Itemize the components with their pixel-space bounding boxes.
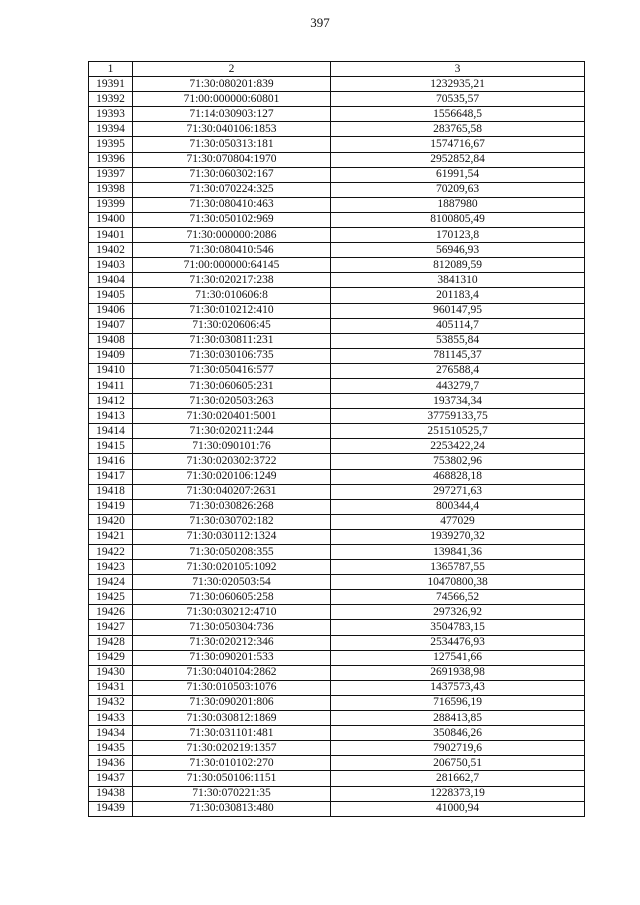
value-cell: 2691938,98 bbox=[331, 665, 585, 680]
cadastral-number-cell: 71:30:030112:1324 bbox=[133, 529, 331, 544]
row-number-cell: 19435 bbox=[89, 741, 133, 756]
row-number-cell: 19411 bbox=[89, 378, 133, 393]
table-row bbox=[89, 92, 585, 107]
cadastral-number-cell: 71:30:020503:54 bbox=[133, 575, 331, 590]
row-number-cell: 19400 bbox=[89, 212, 133, 227]
cadastral-number-cell: 71:30:090201:806 bbox=[133, 695, 331, 710]
row-number-cell: 19436 bbox=[89, 756, 133, 771]
cadastral-number-cell: 71:30:010503:1076 bbox=[133, 680, 331, 695]
row-number-cell: 19401 bbox=[89, 228, 133, 243]
row-number-cell: 19419 bbox=[89, 499, 133, 514]
table-row bbox=[89, 439, 585, 454]
page-number: 397 bbox=[310, 15, 330, 30]
value-cell: 56946,93 bbox=[331, 243, 585, 258]
cadastral-number-cell: 71:30:040106:1853 bbox=[133, 122, 331, 137]
cadastral-number-cell: 71:30:050208:355 bbox=[133, 545, 331, 560]
value-cell: 10470800,38 bbox=[331, 575, 585, 590]
table-row bbox=[89, 258, 585, 273]
row-number-cell: 19404 bbox=[89, 273, 133, 288]
row-number-cell: 19402 bbox=[89, 243, 133, 258]
table-row bbox=[89, 318, 585, 333]
value-cell: 8100805,49 bbox=[331, 212, 585, 227]
value-cell: 53855,84 bbox=[331, 333, 585, 348]
value-cell: 7902719,6 bbox=[331, 741, 585, 756]
row-number-cell: 19409 bbox=[89, 348, 133, 363]
value-cell: 127541,66 bbox=[331, 650, 585, 665]
table-row bbox=[89, 499, 585, 514]
row-number-cell: 19413 bbox=[89, 409, 133, 424]
row-number-cell: 19394 bbox=[89, 122, 133, 137]
table-row bbox=[89, 454, 585, 469]
table-row bbox=[89, 726, 585, 741]
cadastral-number-cell: 71:30:031101:481 bbox=[133, 726, 331, 741]
table-row bbox=[89, 545, 585, 560]
row-number-cell: 19391 bbox=[89, 77, 133, 92]
cadastral-number-cell: 71:30:010102:270 bbox=[133, 756, 331, 771]
cadastral-number-cell: 71:30:080410:546 bbox=[133, 243, 331, 258]
table-row bbox=[89, 469, 585, 484]
row-number-cell: 19433 bbox=[89, 711, 133, 726]
cadastral-number-cell: 71:30:010606:8 bbox=[133, 288, 331, 303]
row-number-cell: 19428 bbox=[89, 635, 133, 650]
value-cell: 1556648,5 bbox=[331, 107, 585, 122]
value-cell: 716596,19 bbox=[331, 695, 585, 710]
value-cell: 2952852,84 bbox=[331, 152, 585, 167]
table-row bbox=[89, 560, 585, 575]
table-row bbox=[89, 212, 585, 227]
value-cell: 1228373,19 bbox=[331, 786, 585, 801]
row-number-cell: 19422 bbox=[89, 545, 133, 560]
row-number-cell: 19395 bbox=[89, 137, 133, 152]
row-number-cell: 19414 bbox=[89, 424, 133, 439]
cadastral-number-cell: 71:30:050304:736 bbox=[133, 620, 331, 635]
row-number-cell: 19425 bbox=[89, 590, 133, 605]
value-cell: 206750,51 bbox=[331, 756, 585, 771]
row-number-cell: 19403 bbox=[89, 258, 133, 273]
cadastral-number-cell: 71:30:010212:410 bbox=[133, 303, 331, 318]
row-number-cell: 19434 bbox=[89, 726, 133, 741]
row-number-cell: 19431 bbox=[89, 680, 133, 695]
table-row bbox=[89, 424, 585, 439]
value-cell: 297326,92 bbox=[331, 605, 585, 620]
cadastral-number-cell: 71:30:020211:244 bbox=[133, 424, 331, 439]
value-cell: 70209,63 bbox=[331, 182, 585, 197]
row-number-cell: 19430 bbox=[89, 665, 133, 680]
table-row bbox=[89, 378, 585, 393]
row-number-cell: 19407 bbox=[89, 318, 133, 333]
table-row bbox=[89, 695, 585, 710]
value-cell: 753802,96 bbox=[331, 454, 585, 469]
value-cell: 1887980 bbox=[331, 197, 585, 212]
table-row bbox=[89, 348, 585, 363]
cadastral-number-cell: 71:30:020217:238 bbox=[133, 273, 331, 288]
table-row bbox=[89, 786, 585, 801]
table-row bbox=[89, 243, 585, 258]
cadastral-number-cell: 71:30:060302:167 bbox=[133, 167, 331, 182]
cadastral-number-cell: 71:00:000000:64145 bbox=[133, 258, 331, 273]
value-cell: 283765,58 bbox=[331, 122, 585, 137]
cadastral-number-cell: 71:30:080410:463 bbox=[133, 197, 331, 212]
cadastral-number-cell: 71:30:020401:5001 bbox=[133, 409, 331, 424]
table-row bbox=[89, 650, 585, 665]
value-cell: 251510525,7 bbox=[331, 424, 585, 439]
table-row bbox=[89, 590, 585, 605]
table-row bbox=[89, 575, 585, 590]
value-cell: 139841,36 bbox=[331, 545, 585, 560]
cadastral-number-cell: 71:30:020212:346 bbox=[133, 635, 331, 650]
cadastral-number-cell: 71:30:040207:2631 bbox=[133, 484, 331, 499]
row-number-cell: 19397 bbox=[89, 167, 133, 182]
value-cell: 1574716,67 bbox=[331, 137, 585, 152]
row-number-cell: 19421 bbox=[89, 529, 133, 544]
cadastral-number-cell: 71:30:050106:1151 bbox=[133, 771, 331, 786]
table-row bbox=[89, 273, 585, 288]
cadastral-number-cell: 71:30:020503:263 bbox=[133, 394, 331, 409]
value-cell: 350846,26 bbox=[331, 726, 585, 741]
cadastral-number-cell: 71:30:030813:480 bbox=[133, 801, 331, 816]
value-cell: 3504783,15 bbox=[331, 620, 585, 635]
value-cell: 960147,95 bbox=[331, 303, 585, 318]
table-row bbox=[89, 167, 585, 182]
cadastral-number-cell: 71:30:020219:1357 bbox=[133, 741, 331, 756]
value-cell: 281662,7 bbox=[331, 771, 585, 786]
cadastral-number-cell: 71:30:060605:231 bbox=[133, 378, 331, 393]
row-number-cell: 19415 bbox=[89, 439, 133, 454]
cadastral-number-cell: 71:30:050416:577 bbox=[133, 363, 331, 378]
row-number-cell: 19439 bbox=[89, 801, 133, 816]
cadastral-number-cell: 71:30:030212:4710 bbox=[133, 605, 331, 620]
cadastral-number-cell: 71:30:070221:35 bbox=[133, 786, 331, 801]
value-cell: 297271,63 bbox=[331, 484, 585, 499]
value-cell: 276588,4 bbox=[331, 363, 585, 378]
cadastral-number-cell: 71:00:000000:60801 bbox=[133, 92, 331, 107]
value-cell: 1232935,21 bbox=[331, 77, 585, 92]
table-row bbox=[89, 680, 585, 695]
cadastral-number-cell: 71:30:030106:735 bbox=[133, 348, 331, 363]
table-row bbox=[89, 288, 585, 303]
table-row bbox=[89, 665, 585, 680]
cadastral-number-cell: 71:30:030811:231 bbox=[133, 333, 331, 348]
table-row bbox=[89, 620, 585, 635]
table-row bbox=[89, 529, 585, 544]
cadastral-number-cell: 71:30:030702:182 bbox=[133, 514, 331, 529]
row-number-cell: 19393 bbox=[89, 107, 133, 122]
table-header-row bbox=[89, 62, 585, 77]
value-cell: 170123,8 bbox=[331, 228, 585, 243]
row-number-cell: 19398 bbox=[89, 182, 133, 197]
table-row bbox=[89, 363, 585, 378]
row-number-cell: 19392 bbox=[89, 92, 133, 107]
table-row bbox=[89, 303, 585, 318]
cadastral-number-cell: 71:30:070224:325 bbox=[133, 182, 331, 197]
value-cell: 1939270,32 bbox=[331, 529, 585, 544]
row-number-cell: 19426 bbox=[89, 605, 133, 620]
table-row bbox=[89, 137, 585, 152]
cadastral-number-cell: 71:30:050313:181 bbox=[133, 137, 331, 152]
table-row bbox=[89, 333, 585, 348]
row-number-cell: 19438 bbox=[89, 786, 133, 801]
cadastral-number-cell: 71:30:060605:258 bbox=[133, 590, 331, 605]
cadastral-number-cell: 71:30:020105:1092 bbox=[133, 560, 331, 575]
value-cell: 2534476,93 bbox=[331, 635, 585, 650]
row-number-cell: 19437 bbox=[89, 771, 133, 786]
value-cell: 288413,85 bbox=[331, 711, 585, 726]
row-number-cell: 19408 bbox=[89, 333, 133, 348]
table-row bbox=[89, 197, 585, 212]
table-row bbox=[89, 605, 585, 620]
table-row bbox=[89, 394, 585, 409]
cadastral-number-cell: 71:30:020606:45 bbox=[133, 318, 331, 333]
cadastral-number-cell: 71:30:090101:76 bbox=[133, 439, 331, 454]
row-number-cell: 19412 bbox=[89, 394, 133, 409]
value-cell: 41000,94 bbox=[331, 801, 585, 816]
row-number-cell: 19423 bbox=[89, 560, 133, 575]
cadastral-number-cell: 71:30:040104:2862 bbox=[133, 665, 331, 680]
table-row bbox=[89, 801, 585, 816]
table-body bbox=[89, 77, 585, 817]
value-cell: 70535,57 bbox=[331, 92, 585, 107]
value-cell: 3841310 bbox=[331, 273, 585, 288]
value-cell: 812089,59 bbox=[331, 258, 585, 273]
value-cell: 1437573,43 bbox=[331, 680, 585, 695]
row-number-cell: 19417 bbox=[89, 469, 133, 484]
table-row bbox=[89, 228, 585, 243]
data-table bbox=[88, 61, 585, 817]
table-row bbox=[89, 77, 585, 92]
row-number-cell: 19432 bbox=[89, 695, 133, 710]
row-number-cell: 19427 bbox=[89, 620, 133, 635]
value-cell: 468828,18 bbox=[331, 469, 585, 484]
row-number-cell: 19416 bbox=[89, 454, 133, 469]
cadastral-number-cell: 71:14:030903:127 bbox=[133, 107, 331, 122]
column-header-3: 3 bbox=[331, 62, 585, 77]
table-row bbox=[89, 635, 585, 650]
cadastral-number-cell: 71:30:020106:1249 bbox=[133, 469, 331, 484]
row-number-cell: 19410 bbox=[89, 363, 133, 378]
column-header-1: 1 bbox=[89, 62, 133, 77]
value-cell: 2253422,24 bbox=[331, 439, 585, 454]
cadastral-number-cell: 71:30:030826:268 bbox=[133, 499, 331, 514]
value-cell: 1365787,55 bbox=[331, 560, 585, 575]
row-number-cell: 19396 bbox=[89, 152, 133, 167]
value-cell: 477029 bbox=[331, 514, 585, 529]
table-row bbox=[89, 711, 585, 726]
table-row bbox=[89, 771, 585, 786]
table-row bbox=[89, 741, 585, 756]
table-row bbox=[89, 514, 585, 529]
value-cell: 61991,54 bbox=[331, 167, 585, 182]
row-number-cell: 19399 bbox=[89, 197, 133, 212]
table-row bbox=[89, 107, 585, 122]
cadastral-number-cell: 71:30:050102:969 bbox=[133, 212, 331, 227]
cadastral-number-cell: 71:30:000000:2086 bbox=[133, 228, 331, 243]
row-number-cell: 19405 bbox=[89, 288, 133, 303]
row-number-cell: 19420 bbox=[89, 514, 133, 529]
table-row bbox=[89, 484, 585, 499]
cadastral-number-cell: 71:30:070804:1970 bbox=[133, 152, 331, 167]
row-number-cell: 19406 bbox=[89, 303, 133, 318]
cadastral-number-cell: 71:30:080201:839 bbox=[133, 77, 331, 92]
value-cell: 193734,34 bbox=[331, 394, 585, 409]
value-cell: 74566,52 bbox=[331, 590, 585, 605]
row-number-cell: 19429 bbox=[89, 650, 133, 665]
table-row bbox=[89, 409, 585, 424]
table-row bbox=[89, 756, 585, 771]
column-header-2: 2 bbox=[133, 62, 331, 77]
row-number-cell: 19424 bbox=[89, 575, 133, 590]
value-cell: 37759133,75 bbox=[331, 409, 585, 424]
value-cell: 405114,7 bbox=[331, 318, 585, 333]
cadastral-number-cell: 71:30:030812:1869 bbox=[133, 711, 331, 726]
value-cell: 800344,4 bbox=[331, 499, 585, 514]
cadastral-number-cell: 71:30:020302:3722 bbox=[133, 454, 331, 469]
row-number-cell: 19418 bbox=[89, 484, 133, 499]
value-cell: 201183,4 bbox=[331, 288, 585, 303]
value-cell: 443279,7 bbox=[331, 378, 585, 393]
table-row bbox=[89, 152, 585, 167]
table-row bbox=[89, 182, 585, 197]
table-row bbox=[89, 122, 585, 137]
value-cell: 781145,37 bbox=[331, 348, 585, 363]
cadastral-number-cell: 71:30:090201:533 bbox=[133, 650, 331, 665]
